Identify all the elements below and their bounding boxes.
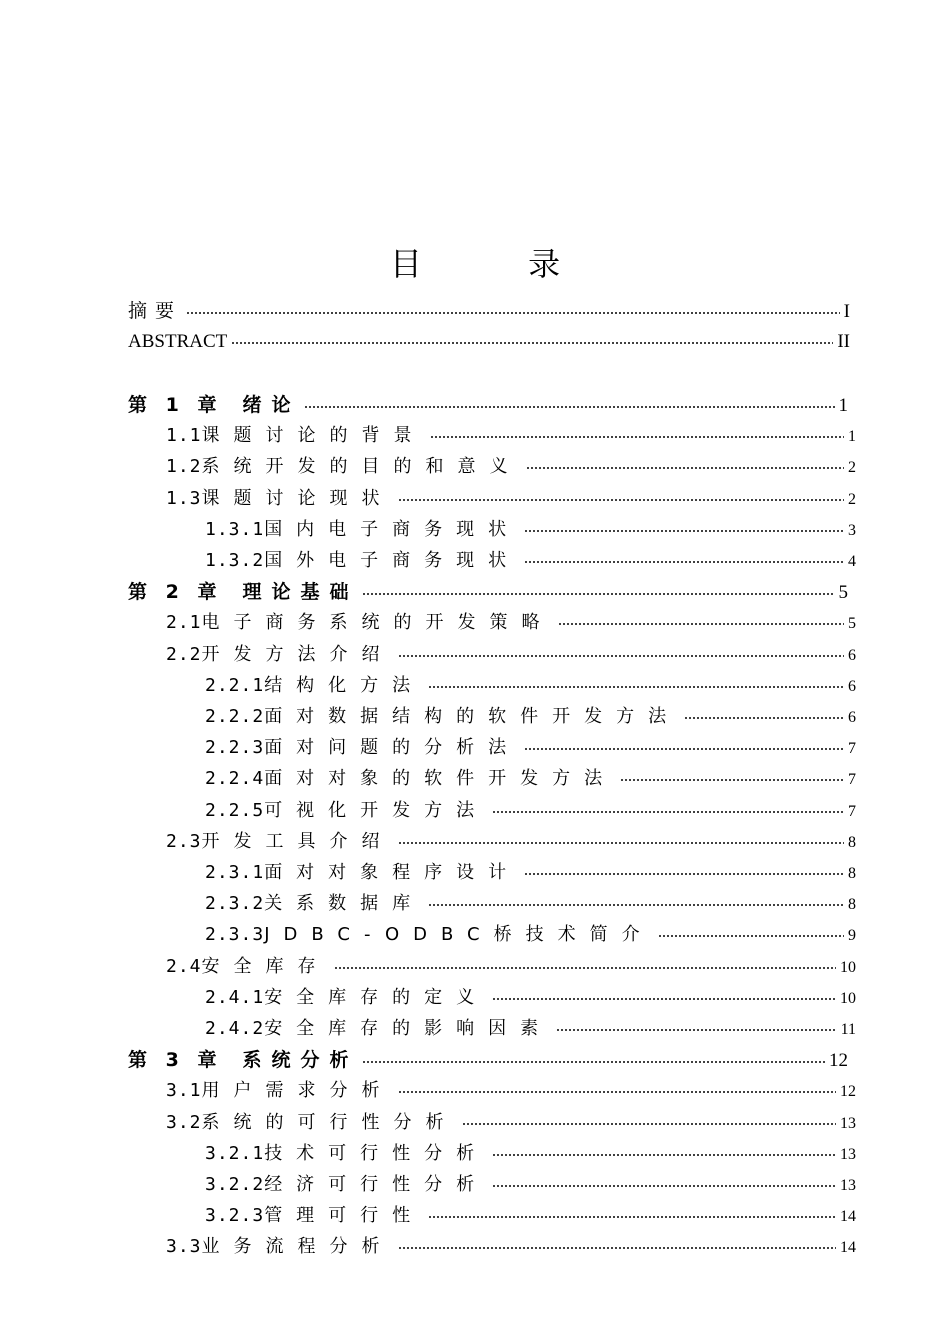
toc-page-number: 7 xyxy=(848,802,856,820)
toc-page-number: 8 xyxy=(848,865,856,882)
toc-entry-23[interactable] xyxy=(166,1108,856,1138)
toc-entry-7[interactable] xyxy=(166,608,856,638)
toc-entry-number: 2.2.3 xyxy=(205,737,265,759)
toc-entry-label xyxy=(166,1076,394,1106)
toc-page-number: 5 xyxy=(848,615,856,633)
toc-entry-title: 理论基础 xyxy=(242,581,359,604)
toc-entry-title: 开发方法介绍 xyxy=(201,643,394,665)
toc-entry-number: 2.3 xyxy=(166,830,202,852)
toc-entry-title: 关系数据库 xyxy=(264,893,425,915)
toc-page-number: 6 xyxy=(848,677,856,695)
toc-leader-dots xyxy=(492,1154,836,1156)
toc-entry-1[interactable] xyxy=(166,421,856,451)
toc-leader-dots xyxy=(398,655,844,657)
toc-entry-number: 3.2.1 xyxy=(205,1142,265,1164)
toc-leader-dots xyxy=(362,1061,825,1063)
toc-entry-title: 国外电子商务现状 xyxy=(264,550,521,571)
toc-entry-label xyxy=(166,452,522,482)
toc-entry-title: 业务流程分析 xyxy=(201,1236,394,1258)
toc-leader-dots xyxy=(558,623,844,625)
toc-page-number: 7 xyxy=(848,771,856,789)
toc-page-number: 14 xyxy=(840,1208,856,1226)
toc-leader-dots xyxy=(524,873,844,875)
toc-leader-dots xyxy=(492,811,844,813)
toc-entry-label xyxy=(128,390,300,420)
toc-entry-16[interactable] xyxy=(205,889,856,919)
toc-entry-label xyxy=(205,733,520,763)
toc-entry-label: 摘要 xyxy=(128,300,183,322)
toc-leader-dots xyxy=(428,686,844,688)
toc-entry-5[interactable] xyxy=(205,546,856,576)
toc-entry-4[interactable] xyxy=(205,515,856,545)
toc-entry-title: 安全库存的影响因素 xyxy=(264,1018,553,1039)
toc-entry-2[interactable] xyxy=(166,452,856,482)
toc-page-number: 12 xyxy=(840,1083,856,1101)
toc-entry-label xyxy=(205,858,520,888)
toc-entry-title: 系统开发的目的和意义 xyxy=(201,456,522,478)
toc-page-number: 13 xyxy=(840,1177,856,1194)
toc-entry-front-0[interactable] xyxy=(128,296,850,326)
toc-entry-6[interactable] xyxy=(128,577,848,607)
toc-entry-title: 经济可行性分析 xyxy=(264,1174,489,1195)
toc-leader-dots xyxy=(492,1185,836,1187)
toc-page-number: 3 xyxy=(848,521,856,539)
toc-entry-label xyxy=(128,1045,358,1075)
toc-leader-dots xyxy=(398,842,844,844)
toc-page-number: 10 xyxy=(840,989,856,1007)
toc-leader-dots xyxy=(428,1216,836,1218)
toc-page-number: 1 xyxy=(848,428,856,446)
toc-leader-dots xyxy=(462,1123,836,1125)
toc-entry-10[interactable] xyxy=(205,702,856,732)
toc-entry-title: 课题讨论现状 xyxy=(201,487,394,509)
toc-entry-number: 2.2.5 xyxy=(205,799,265,821)
toc-entry-front-1[interactable] xyxy=(128,327,850,357)
toc-entry-label xyxy=(205,764,616,794)
toc-entry-label xyxy=(205,1170,488,1200)
toc-entry-label xyxy=(205,889,424,919)
toc-entry-title: 系统分析 xyxy=(242,1049,359,1072)
toc-entry-label xyxy=(205,983,488,1013)
toc-entry-title: 可视化开发方法 xyxy=(264,799,489,821)
toc-entry-number: 2.2.4 xyxy=(205,768,265,790)
toc-entry-label xyxy=(205,796,488,826)
toc-entry-number: 1.2 xyxy=(166,456,202,478)
toc-entry-title: 系统的可行性分析 xyxy=(201,1111,458,1133)
toc-leader-dots xyxy=(398,1247,836,1249)
toc-entry-26[interactable] xyxy=(205,1201,856,1231)
toc-leader-dots xyxy=(362,593,834,595)
toc-leader-dots xyxy=(556,1029,836,1031)
toc-entry-title: 面对问题的分析法 xyxy=(264,737,521,759)
toc-entry-label xyxy=(205,920,654,950)
toc-leader-dots xyxy=(231,342,833,344)
toc-entry-number: 2.2.2 xyxy=(205,706,265,727)
toc-page-number: 2 xyxy=(848,459,856,477)
toc-page-number: 9 xyxy=(848,927,856,945)
toc-leader-dots xyxy=(398,1091,836,1093)
toc-entry-11[interactable] xyxy=(205,733,856,763)
toc-entry-9[interactable] xyxy=(205,671,856,701)
toc-entry-number: 2.2.1 xyxy=(205,674,265,696)
toc-entry-title: 绪论 xyxy=(242,394,301,416)
toc-entry-label xyxy=(205,671,424,701)
toc-entry-label xyxy=(166,608,554,638)
toc-entry-label: ABSTRACT xyxy=(128,331,228,352)
toc-page-number: 13 xyxy=(840,1114,856,1132)
toc-page-number: 10 xyxy=(840,958,856,976)
toc-entry-number: 2.1 xyxy=(166,612,202,634)
toc-entry-label xyxy=(166,1108,458,1138)
toc-entry-21[interactable] xyxy=(128,1045,848,1075)
toc-entry-15[interactable] xyxy=(205,858,856,888)
toc-page-number: 6 xyxy=(848,709,856,726)
toc-entry-number: 第 1 章 xyxy=(128,394,223,416)
toc-entry-number: 3.2.3 xyxy=(205,1205,265,1227)
page-title: 目 录 xyxy=(389,245,609,283)
toc-leader-dots xyxy=(524,530,844,532)
toc-page-number: 5 xyxy=(838,582,848,604)
toc-entry-title: 电子商务系统的开发策略 xyxy=(201,612,554,634)
toc-entry-14[interactable] xyxy=(166,827,856,857)
toc-entry-20[interactable] xyxy=(205,1014,856,1044)
toc-entry-label xyxy=(166,640,394,670)
toc-entry-13[interactable] xyxy=(205,796,856,826)
toc-page-number: 2 xyxy=(848,490,856,508)
toc-entry-label xyxy=(166,484,394,514)
toc-leader-dots xyxy=(398,499,844,501)
toc-entry-label xyxy=(205,515,520,545)
toc-entry-number: 2.4 xyxy=(166,955,202,977)
toc-entry-number: 2.3.2 xyxy=(205,893,265,915)
toc-page-number: II xyxy=(837,331,850,352)
toc-leader-dots xyxy=(430,436,844,438)
toc-entry-label xyxy=(166,952,330,982)
toc-page-number: 14 xyxy=(840,1239,856,1257)
toc-entry-title: 安全库存的定义 xyxy=(264,986,489,1008)
toc-entry-number: 2.4.2 xyxy=(205,1018,265,1039)
toc-entry-label xyxy=(166,1232,394,1262)
toc-page-number: 11 xyxy=(840,1021,856,1038)
toc-entry-number: 1.3.2 xyxy=(205,550,265,571)
toc-leader-dots xyxy=(334,967,836,969)
toc-entry-number: 1.3 xyxy=(166,487,202,509)
toc-entry-number: 3.1 xyxy=(166,1080,202,1102)
toc-entry-number: 2.2 xyxy=(166,643,202,665)
toc-entry-number: 2.4.1 xyxy=(205,986,265,1008)
toc-entry-title: 安全库存 xyxy=(201,955,330,977)
toc-entry-title: 技术可行性分析 xyxy=(264,1142,489,1164)
toc-entry-label xyxy=(205,1014,552,1044)
toc-page-number: 12 xyxy=(829,1050,848,1072)
toc-leader-dots xyxy=(186,312,840,314)
toc-leader-dots xyxy=(658,935,844,937)
toc-entry-number: 3.2.2 xyxy=(205,1174,265,1195)
toc-entry-17[interactable] xyxy=(205,920,856,950)
toc-entry-title: 课题讨论的背景 xyxy=(201,425,426,447)
toc-entry-number: 第 2 章 xyxy=(128,581,223,604)
toc-entry-title: 面对数据结构的软件开发方法 xyxy=(264,706,681,727)
toc-entry-number: 3.3 xyxy=(166,1236,202,1258)
toc-page-number: I xyxy=(843,301,850,322)
toc-entry-0[interactable] xyxy=(128,390,848,420)
toc-entry-title: JDBC-ODBC桥技术简介 xyxy=(264,924,654,946)
toc-entry-title: 结构化方法 xyxy=(264,674,425,696)
toc-entry-22[interactable] xyxy=(166,1076,856,1106)
toc-entry-number: 1.3.1 xyxy=(205,518,265,540)
toc-entry-title: 用户需求分析 xyxy=(201,1080,394,1102)
toc-entry-number: 第 3 章 xyxy=(128,1049,223,1072)
toc-page-number: 4 xyxy=(848,553,856,570)
toc-entry-24[interactable] xyxy=(205,1139,856,1169)
toc-page-number: 13 xyxy=(840,1145,856,1163)
toc-entry-number: 2.3.1 xyxy=(205,862,265,883)
toc-entry-number: 2.3.3 xyxy=(205,924,265,946)
toc-page-number: 1 xyxy=(838,395,848,416)
toc-entry-3[interactable] xyxy=(166,484,856,514)
toc-entry-title: 面对对象的软件开发方法 xyxy=(264,768,617,790)
toc-entry-label xyxy=(166,421,426,451)
toc-entry-title: 管理可行性 xyxy=(264,1205,425,1227)
toc-entry-number: 3.2 xyxy=(166,1111,202,1133)
toc-page-number: 6 xyxy=(848,646,856,664)
toc-leader-dots xyxy=(526,467,844,469)
toc-entry-title: 面对对象程序设计 xyxy=(264,862,521,883)
toc-entry-8[interactable] xyxy=(166,640,856,670)
toc-page-number: 8 xyxy=(848,896,856,914)
toc-entry-label xyxy=(205,1139,488,1169)
toc-page-number: 7 xyxy=(848,740,856,758)
toc-entry-19[interactable] xyxy=(205,983,856,1013)
toc-entry-number: 1.1 xyxy=(166,425,202,447)
toc-entry-18[interactable] xyxy=(166,952,856,982)
toc-entry-label xyxy=(166,827,394,857)
toc-entry-title: 国内电子商务现状 xyxy=(264,518,521,540)
toc-leader-dots xyxy=(684,717,844,719)
toc-leader-dots xyxy=(492,998,836,1000)
toc-leader-dots xyxy=(524,748,844,750)
toc-entry-label xyxy=(205,546,520,576)
toc-leader-dots xyxy=(524,561,844,563)
toc-page-number: 8 xyxy=(848,833,856,851)
toc-entry-25[interactable] xyxy=(205,1170,856,1200)
toc-entry-12[interactable] xyxy=(205,764,856,794)
toc-entry-title: 开发工具介绍 xyxy=(201,830,394,852)
toc-leader-dots xyxy=(304,406,834,408)
toc-entry-label xyxy=(128,577,358,607)
toc-leader-dots xyxy=(428,904,844,906)
toc-entry-label xyxy=(205,702,680,732)
toc-entry-27[interactable] xyxy=(166,1232,856,1262)
toc-entry-label xyxy=(205,1201,424,1231)
toc-leader-dots xyxy=(620,779,844,781)
